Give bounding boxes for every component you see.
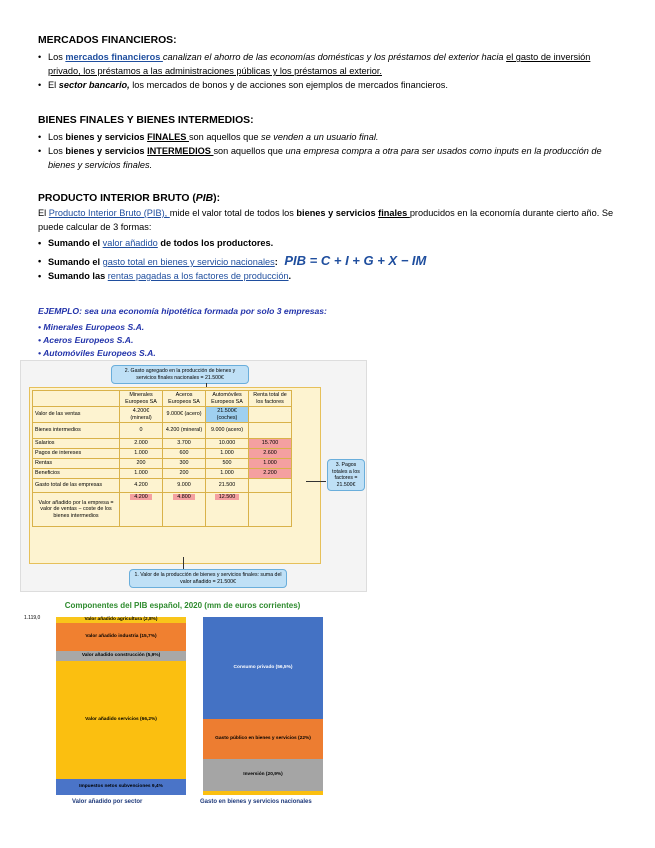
callout-pagos: 3. Pagos totales a los factores = 21.500€	[327, 459, 365, 491]
text-finales: FINALES	[147, 132, 189, 142]
table-cell: 21.500	[206, 479, 249, 493]
bar-valor-anadido	[56, 617, 186, 795]
connector	[183, 557, 184, 569]
ejemplo-item: • Minerales Europeos S.A.	[38, 322, 145, 332]
segment-gasto-publico: Gasto público en bienes y servicios (22%)	[203, 719, 323, 759]
table-row	[33, 479, 292, 493]
table-header-row	[33, 391, 292, 407]
table-header	[33, 391, 120, 407]
table-cell: 1.000	[120, 469, 163, 479]
table-cell: 200	[163, 469, 206, 479]
table-cell: 9.000€ (acero)	[163, 407, 206, 423]
callout-gasto: 2. Gasto agregado en la producción de bienes y servicios finales nacionales = 21.500€	[111, 365, 249, 384]
table-row	[33, 439, 292, 449]
text: son aquellos que	[213, 146, 286, 156]
table-cell: 9.000	[163, 479, 206, 493]
text: El	[38, 208, 49, 218]
section-pib	[38, 192, 618, 283]
table-cell	[163, 493, 206, 527]
y-tick: 1.119,0	[24, 615, 41, 621]
value-highlight: 4.800	[173, 494, 195, 500]
text: los mercados de bonos y de acciones son ejemplos de mercados financieros.	[132, 80, 448, 90]
text: Automóviles Europeos S.A.	[43, 348, 156, 358]
table-cell: Gasto total de las empresas	[33, 479, 120, 493]
ejemplo-title: EJEMPLO: sea una economía hipotética formada por solo 3 empresas:	[38, 306, 327, 316]
text: son aquellos que	[188, 132, 261, 142]
table-cell: 1.000	[120, 449, 163, 459]
link-rentas[interactable]: rentas pagadas a los factores de producción	[107, 271, 289, 281]
table-cell	[249, 493, 292, 527]
text: .	[288, 271, 292, 281]
text: Los	[48, 132, 66, 142]
table-cell: 21.500€ (coches)	[206, 407, 249, 423]
heading-mercados: MERCADOS FINANCIEROS:	[38, 35, 177, 46]
segment-industria: Valor añadido industria (15,7%)	[56, 623, 186, 651]
section-bienes	[38, 114, 618, 172]
table-cell: 600	[163, 449, 206, 459]
table-cell: 15.700	[249, 439, 292, 449]
table-cell: 300	[163, 459, 206, 469]
value-highlight: 12.500	[215, 494, 240, 500]
bullet-bienes-finales	[38, 130, 618, 144]
table-cell: Bienes intermedios	[33, 423, 120, 439]
table-row	[33, 493, 292, 527]
table-cell	[249, 423, 292, 439]
pib-chart-title: Componentes del PIB español, 2020 (mm de euros corrientes)	[64, 601, 301, 610]
text-italic: una empresa compra a otra para ser usados como inputs en la producción de bienes y servicios finales.	[48, 146, 602, 170]
text: Sumando las	[48, 271, 108, 281]
table-figure	[20, 360, 367, 592]
section-mercados-financieros	[38, 34, 618, 92]
table-cell: Valor de las ventas	[33, 407, 120, 423]
label-valor-anadido: Valor añadido por sector	[72, 799, 143, 805]
segment-servicios: Valor añadido servicios (66,2%)	[56, 661, 186, 779]
table-panel	[29, 387, 321, 564]
pib-formula: PIB = C + I + G + X − IM	[284, 253, 427, 268]
text-italic: se venden a un usuario final.	[260, 132, 379, 142]
text-intermedios: INTERMEDIOS	[147, 146, 214, 156]
callout-valor: 1. Valor de la producción de bienes y servicios finales: suma del valor añadido = 21.500€	[129, 569, 287, 588]
method-gasto-total	[38, 254, 618, 269]
connector	[306, 481, 326, 482]
text: mide el valor total de todos los	[169, 208, 297, 218]
text-bold: bienes y servicios	[65, 132, 148, 142]
text: PRODUCTO INTERIOR BRUTO (	[38, 193, 196, 204]
table-row	[33, 449, 292, 459]
bar-gasto	[203, 617, 323, 795]
table-cell: 500	[206, 459, 249, 469]
table-cell: 3.700	[163, 439, 206, 449]
link-gasto-total[interactable]: gasto total en bienes y servicio nacionales	[102, 257, 275, 267]
table-cell: Beneficios	[33, 469, 120, 479]
text: Minerales Europeos S.A.	[43, 322, 145, 332]
table-cell: 2.000	[120, 439, 163, 449]
bullet-mercados-1	[38, 50, 618, 78]
text-bold: bienes y servicios	[65, 146, 148, 156]
table-row	[33, 459, 292, 469]
text-italic: canalizan el ahorro de las economías domésticas y los préstamos del exterior hacia	[162, 52, 507, 62]
value-highlight: 4.200	[130, 494, 152, 500]
section-ejemplo	[38, 304, 618, 360]
table-header: Aceros Europeos SA	[163, 391, 206, 407]
table-cell: Valor añadido por la empresa = valor de ventas − coste de los bienes intermedios	[33, 493, 120, 527]
text: Los	[48, 52, 66, 62]
segment-construccion: Valor añadido construcción (5,9%)	[56, 651, 186, 661]
table-cell: 2.600	[249, 449, 292, 459]
text: Aceros Europeos S.A.	[43, 335, 134, 345]
segment-agricultura: Valor añadido agricultura (2,8%)	[56, 617, 186, 623]
ejemplo-item: • Aceros Europeos S.A.	[38, 335, 134, 345]
table-cell: 4.200 (mineral)	[163, 423, 206, 439]
link-mercados-financieros[interactable]: mercados financieros	[65, 52, 163, 62]
text: de todos los productores.	[157, 238, 274, 248]
pib-components-figure	[20, 597, 345, 809]
table-cell	[206, 493, 249, 527]
pib-paragraph	[38, 206, 618, 234]
table-cell: 200	[120, 459, 163, 469]
text: ):	[213, 193, 221, 204]
text: :	[274, 257, 281, 267]
text: Sumando el	[48, 257, 103, 267]
table-row	[33, 423, 292, 439]
segment-consumo: Consumo privado (56,5%)	[203, 617, 323, 719]
valor-anadido-table	[32, 390, 292, 527]
text-bold-italic: sector bancario,	[58, 80, 133, 90]
text-finales: finales	[378, 208, 410, 218]
bullet-mercados-2	[38, 78, 618, 92]
label-gasto: Gasto en bienes y servicios nacionales	[200, 799, 312, 805]
text-bold: bienes y servicios	[296, 208, 379, 218]
table-cell: 4.200€ (mineral)	[120, 407, 163, 423]
ejemplo-item: • Automóviles Europeos S.A.	[38, 348, 156, 358]
heading-bienes: BIENES FINALES Y BIENES INTERMEDIOS:	[38, 115, 254, 126]
table-cell: Pagos de intereses	[33, 449, 120, 459]
table-header: Automóviles Europeos SA	[206, 391, 249, 407]
table-row	[33, 407, 292, 423]
segment-exportaciones	[203, 791, 323, 795]
text: Los	[48, 146, 66, 156]
segment-impuestos: Impuestos netos subvenciones 9,4%	[56, 779, 186, 795]
heading-pib	[38, 192, 618, 206]
table-cell: Salarios	[33, 439, 120, 449]
table-cell: 0	[120, 423, 163, 439]
segment-inversion: Inversión (20,9%)	[203, 759, 323, 791]
text-italic: PIB	[195, 193, 214, 204]
table-row	[33, 469, 292, 479]
table-cell	[120, 493, 163, 527]
table-cell	[249, 407, 292, 423]
link-pib[interactable]: Producto Interior Bruto (PIB),	[48, 208, 170, 218]
table-cell: 4.200	[120, 479, 163, 493]
method-rentas	[38, 269, 618, 283]
table-cell: 2.200	[249, 469, 292, 479]
table-cell	[249, 479, 292, 493]
text-underline: el gasto de inversión privado, los préstamos a las administraciones públicas y los préstamos al exterior.	[48, 52, 591, 76]
table-cell: 1.000	[249, 459, 292, 469]
table-header: Minerales Europeos SA	[120, 391, 163, 407]
text: producidos en la economía durante cierto año. Se puede calcular de 3 formas:	[38, 208, 614, 232]
table-cell: 1.000	[206, 469, 249, 479]
table-cell: Rentas	[33, 459, 120, 469]
text: Sumando el	[48, 238, 103, 248]
link-valor-anadido[interactable]: valor añadido	[102, 238, 158, 248]
table-cell: 1.000	[206, 449, 249, 459]
method-valor-anadido	[38, 236, 618, 250]
bullet-bienes-intermedios	[38, 144, 618, 172]
table-cell: 10.000	[206, 439, 249, 449]
text: El	[48, 80, 59, 90]
table-cell: 9.000 (acero)	[206, 423, 249, 439]
table-header: Renta total de los factores	[249, 391, 292, 407]
